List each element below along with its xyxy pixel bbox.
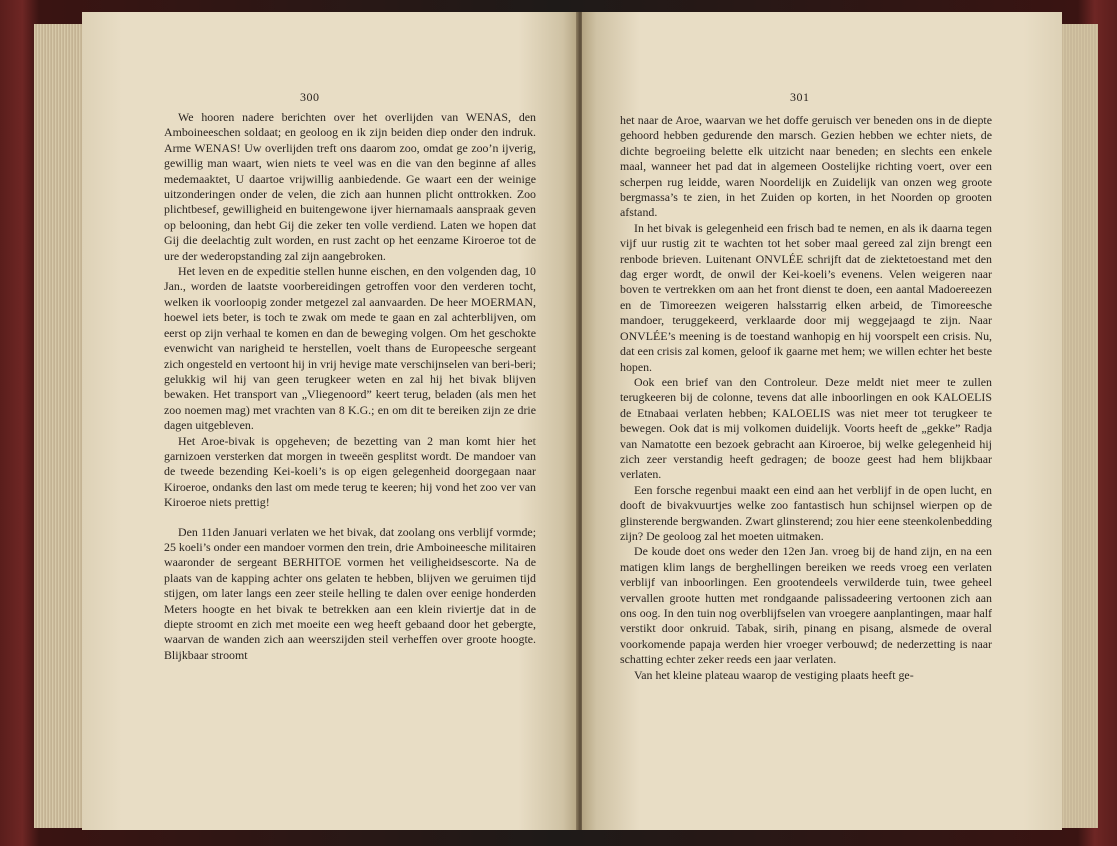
paragraph: Den 11den Januari verlaten we het bivak, dat zoolang ons verblijf vormde; 25 koeli’s onder een mandoer vormen den trein, drie Amboineesche militairen waaronder de sergeant BERHITOE vormen het veiligheidsescorte. Na de plaats van de kapping achter ons gelaten te hebben, blijven we geruimen tijd stijgen, om later langs een zeer steile helling te dalen over eenige honderden Meters hoogte en het bivak te betrekken aan een klein riviertje dat in de diepte stroomt en zich met moeite een weg heeft gebaand door het gebergte, waarvan de wanden zich aan weerszijden steil verheffen over groote hoogte. Blijkbaar stroomt: [164, 524, 536, 662]
paragraph: Het leven en de expeditie stellen hunne eischen, en den volgenden dag, 10 Jan., worden de laatste voorbereidingen getroffen voor den verderen tocht, welken ik voorloopig zonder metgezel zal aanvaarden. De heer MOERMAN, hoewel iets beter, is toch te zwak om mede te gaan en zal achterblijven, om eerst op zijn verhaal te komen en dan de beweging volgen. Om het geschokte evenwicht van narigheid te herstellen, voelt thans de Europeesche sergeant zich ongesteld en vertoont hij in vrij hevige mate verschijnselen van beri-beri; gelukkig wil hij van geen terugkeer weten en zal hij het bivak blijven bewaken. Het transport van „Vliegenoord” keert terug, beladen (als men het zoo noemen mag) met vrachten van 8 K.G.; en om dit te bereiken zijn ze drie dagen uitgebleven.: [164, 264, 536, 433]
paragraph: In het bivak is gelegenheid een frisch bad te nemen, en als ik daarna tegen vijf uur rustig zit te wachten tot het sober maal gereed zal zijn brengt een renbode brieven. Luitenant ONVLÉE schrijft dat de ziektetoestand met den dag erger wordt, de onwil der Kei-koeli’s evenens. Velen weigeren naar boven te vertrekken om aan het front dienst te doen, een aantal Madoereezen en de Timoreezen weigeren halsstarrig elken arbeid, de Timoreesche mandoer, teruggekeerd, verklaarde door mij weggejaagd te zijn. Naar ONVLÉE’s meening is de toestand wanhopig en hij voorspelt een crisis. Nu, dat een crisis zal komen, geloof ik gaarne met hem; we willen echter het beste hopen.: [620, 220, 992, 374]
paragraph: Van het kleine plateau waarop de vestiging plaats heeft ge-: [634, 667, 914, 682]
right-page-text: [620, 113, 992, 683]
paragraph: Het Aroe-bivak is opgeheven; de bezetting van 2 man komt hier het garnizoen versterken dat morgen in tweeën gesplitst wordt. De mandoer van de tweede bezending Kei-koeli’s is op eigen gelegenheid doorgegaan naar Kiroeroe, ondanks den last om mede terug te keeren; hij vond het zoo ver van Kiroeroe niets prettig!: [164, 433, 536, 510]
paragraph: We hooren nadere berichten over het overlijden van WENAS, den Amboineeschen soldaat; en geoloog en ik zijn beiden diep onder den indruk. Arme WENAS! Uw overlijden treft ons daarom zoo, omdat ge zoo’n ijverig, gewillig man waart, wien niets te veel was en die van den beginne af alles medemaaktet, U daartoe vrijwillig aanbiedende. Ge waart een der weinige uitzonderingen onder de velen, die zich aan hunnen plicht onttrokken. Zoo plichtbesef, gewilligheid en buitengewone ijver hiernamaals aanspraak geven op belooning, dan hebt Gij die zeker ten volle verdiend. Laten we hopen dat Gij die deelachtig zult worden, en rust zacht op het eenzame Kiroeroe tot de ure der wederopstanding zal zijn aangebroken.: [164, 110, 536, 263]
paragraph: De koude doet ons weder den 12en Jan. vroeg bij de hand zijn, en na een matigen klim langs de berghellingen bereiken we reeds vroeg een verlaten verblijf van inboorlingen. Een grootendeels verwilderde tuin, twee geheel vervallen groote hutten met rondgaande palissadeering vertoonen zich aan ons oog. In den tuin nog overblijfselen van vroegere aanplantingen, maar half verstikt door onkruid. Tabak, sirih, pinang en pisang, alsmede de overal voorkomende papaja werden hier vroeger verbouwd; de nederzetting is naar schatting echter zeker reeds een jaar verlaten.: [620, 544, 992, 667]
paragraph: Ook een brief van den Controleur. Deze meldt niet meer te zullen terugkeeren bij de colonne, tevens dat alle inboorlingen en ook KALOELIS de Etnabaai verlaten hebben; KALOELIS was niet meer tot terugkeer te bewegen. Ook dat is mij volkomen duidelijk. Voorts heeft de „gekke” Radja van Namatotte een bezoek gebracht aan Kiroeroe, bij welke gelegenheid hij zich zeer verstandig heeft gedragen; de booze geest had hem blijkbaar verlaten.: [620, 374, 992, 482]
paragraph: het naar de Aroe, waarvan we het doffe geruisch ver beneden ons in de diepte gehoord hebben gedurende den marsch. Gezien hebben we echter niets, de dichte begroeiing belette elk uitzicht naar beneden; en slechts een enkele maal, wanneer het pad dat in algemeen Oostelijke richting voert, over een scherpen rug leidde, waren Noordelijk en Zuidelijk van onzen weg groote bergmassa’s te zien, in het Zuiden op korten, in het Noorden op grooten afstand.: [620, 113, 992, 220]
page-number: 300: [300, 90, 320, 104]
right-page: [582, 12, 1062, 830]
page-number: 301: [790, 90, 810, 104]
right-page-edges: [1060, 24, 1098, 828]
paragraph: Een forsche regenbui maakt een eind aan het verblijf in de open lucht, en dooft de bivakvuurtjes welke zoo fantastisch hun schijnsel wierpen op de glinsterende bergwanden. Zwart glinsterend; zou hier eene steenkolenbedding zijn? De geoloog zal het moeten uitmaken.: [620, 482, 992, 543]
left-page-text: [164, 110, 536, 663]
left-page: [82, 12, 578, 830]
left-page-edges: [34, 24, 82, 828]
